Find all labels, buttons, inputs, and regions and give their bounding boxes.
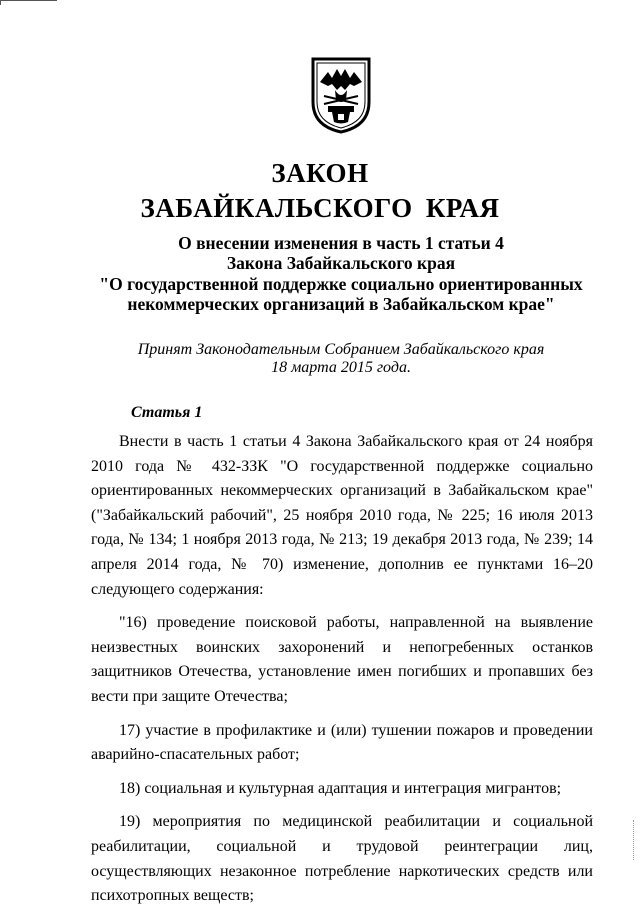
coat-of-arms-icon (310, 56, 372, 134)
adoption-note: Принят Законодательным Собранием Забайкальского края (137, 341, 545, 358)
subtitle-line: некоммерческих организаций в Забайкальском крае" (127, 294, 555, 314)
paragraph: Внести в часть 1 статьи 4 Закона Забайкальского края от 24 ноября 2010 года № 432-ЗЗК "О государственной поддержке социально ориентированных некоммерческих организаций в Забайкальском крае" ("Забайкальский рабочий", 25 ноября 2010 года, № 225; 16 июля 2013 года, № 134; 1 ноября 2013 года, № 213; 19 декабря 2013 года, № 239; 14 апреля 2014 года, № 70) изменение, дополнив ее пунктами 16–20 следующего содержания: (91, 433, 593, 598)
subtitle-line: О внесении изменения в часть 1 статьи 4 (178, 233, 504, 253)
article-body (91, 430, 593, 918)
law-region-title: ЗАБАЙКАЛЬСКОГО КРАЯ (140, 193, 500, 223)
subtitle-line: Закона Забайкальского края (226, 253, 456, 273)
paragraph: 18) социальная и культурная адаптация и интеграция мигрантов; (119, 779, 562, 797)
subtitle-line: "О государственной поддержке социально ориентированных (99, 274, 583, 294)
law-title: ЗАКОН (271, 158, 369, 188)
paragraph: "16) проведение поисковой работы, направленной на выявление неизвестных воинских захоронений и непогребенных останков защитников Отечества, установление имен погибших и пропавших без вести при защите Отечества; (91, 614, 593, 705)
paragraph: 17) участие в профилактике и (или) тушении пожаров и проведении аварийно-спасательных работ; (91, 721, 593, 764)
paragraph: 19) мероприятия по медицинской реабилитации и социальной реабилитации, социальной и трудовой реинтеграции лиц, осуществляющих незаконное потребление наркотических средств или психотропных веществ; (91, 813, 593, 905)
scan-corner-mark (0, 0, 57, 5)
article-heading: Статья 1 (131, 404, 203, 421)
adoption-date: 18 марта 2015 года. (271, 359, 411, 376)
scan-edge-marks (629, 820, 634, 860)
